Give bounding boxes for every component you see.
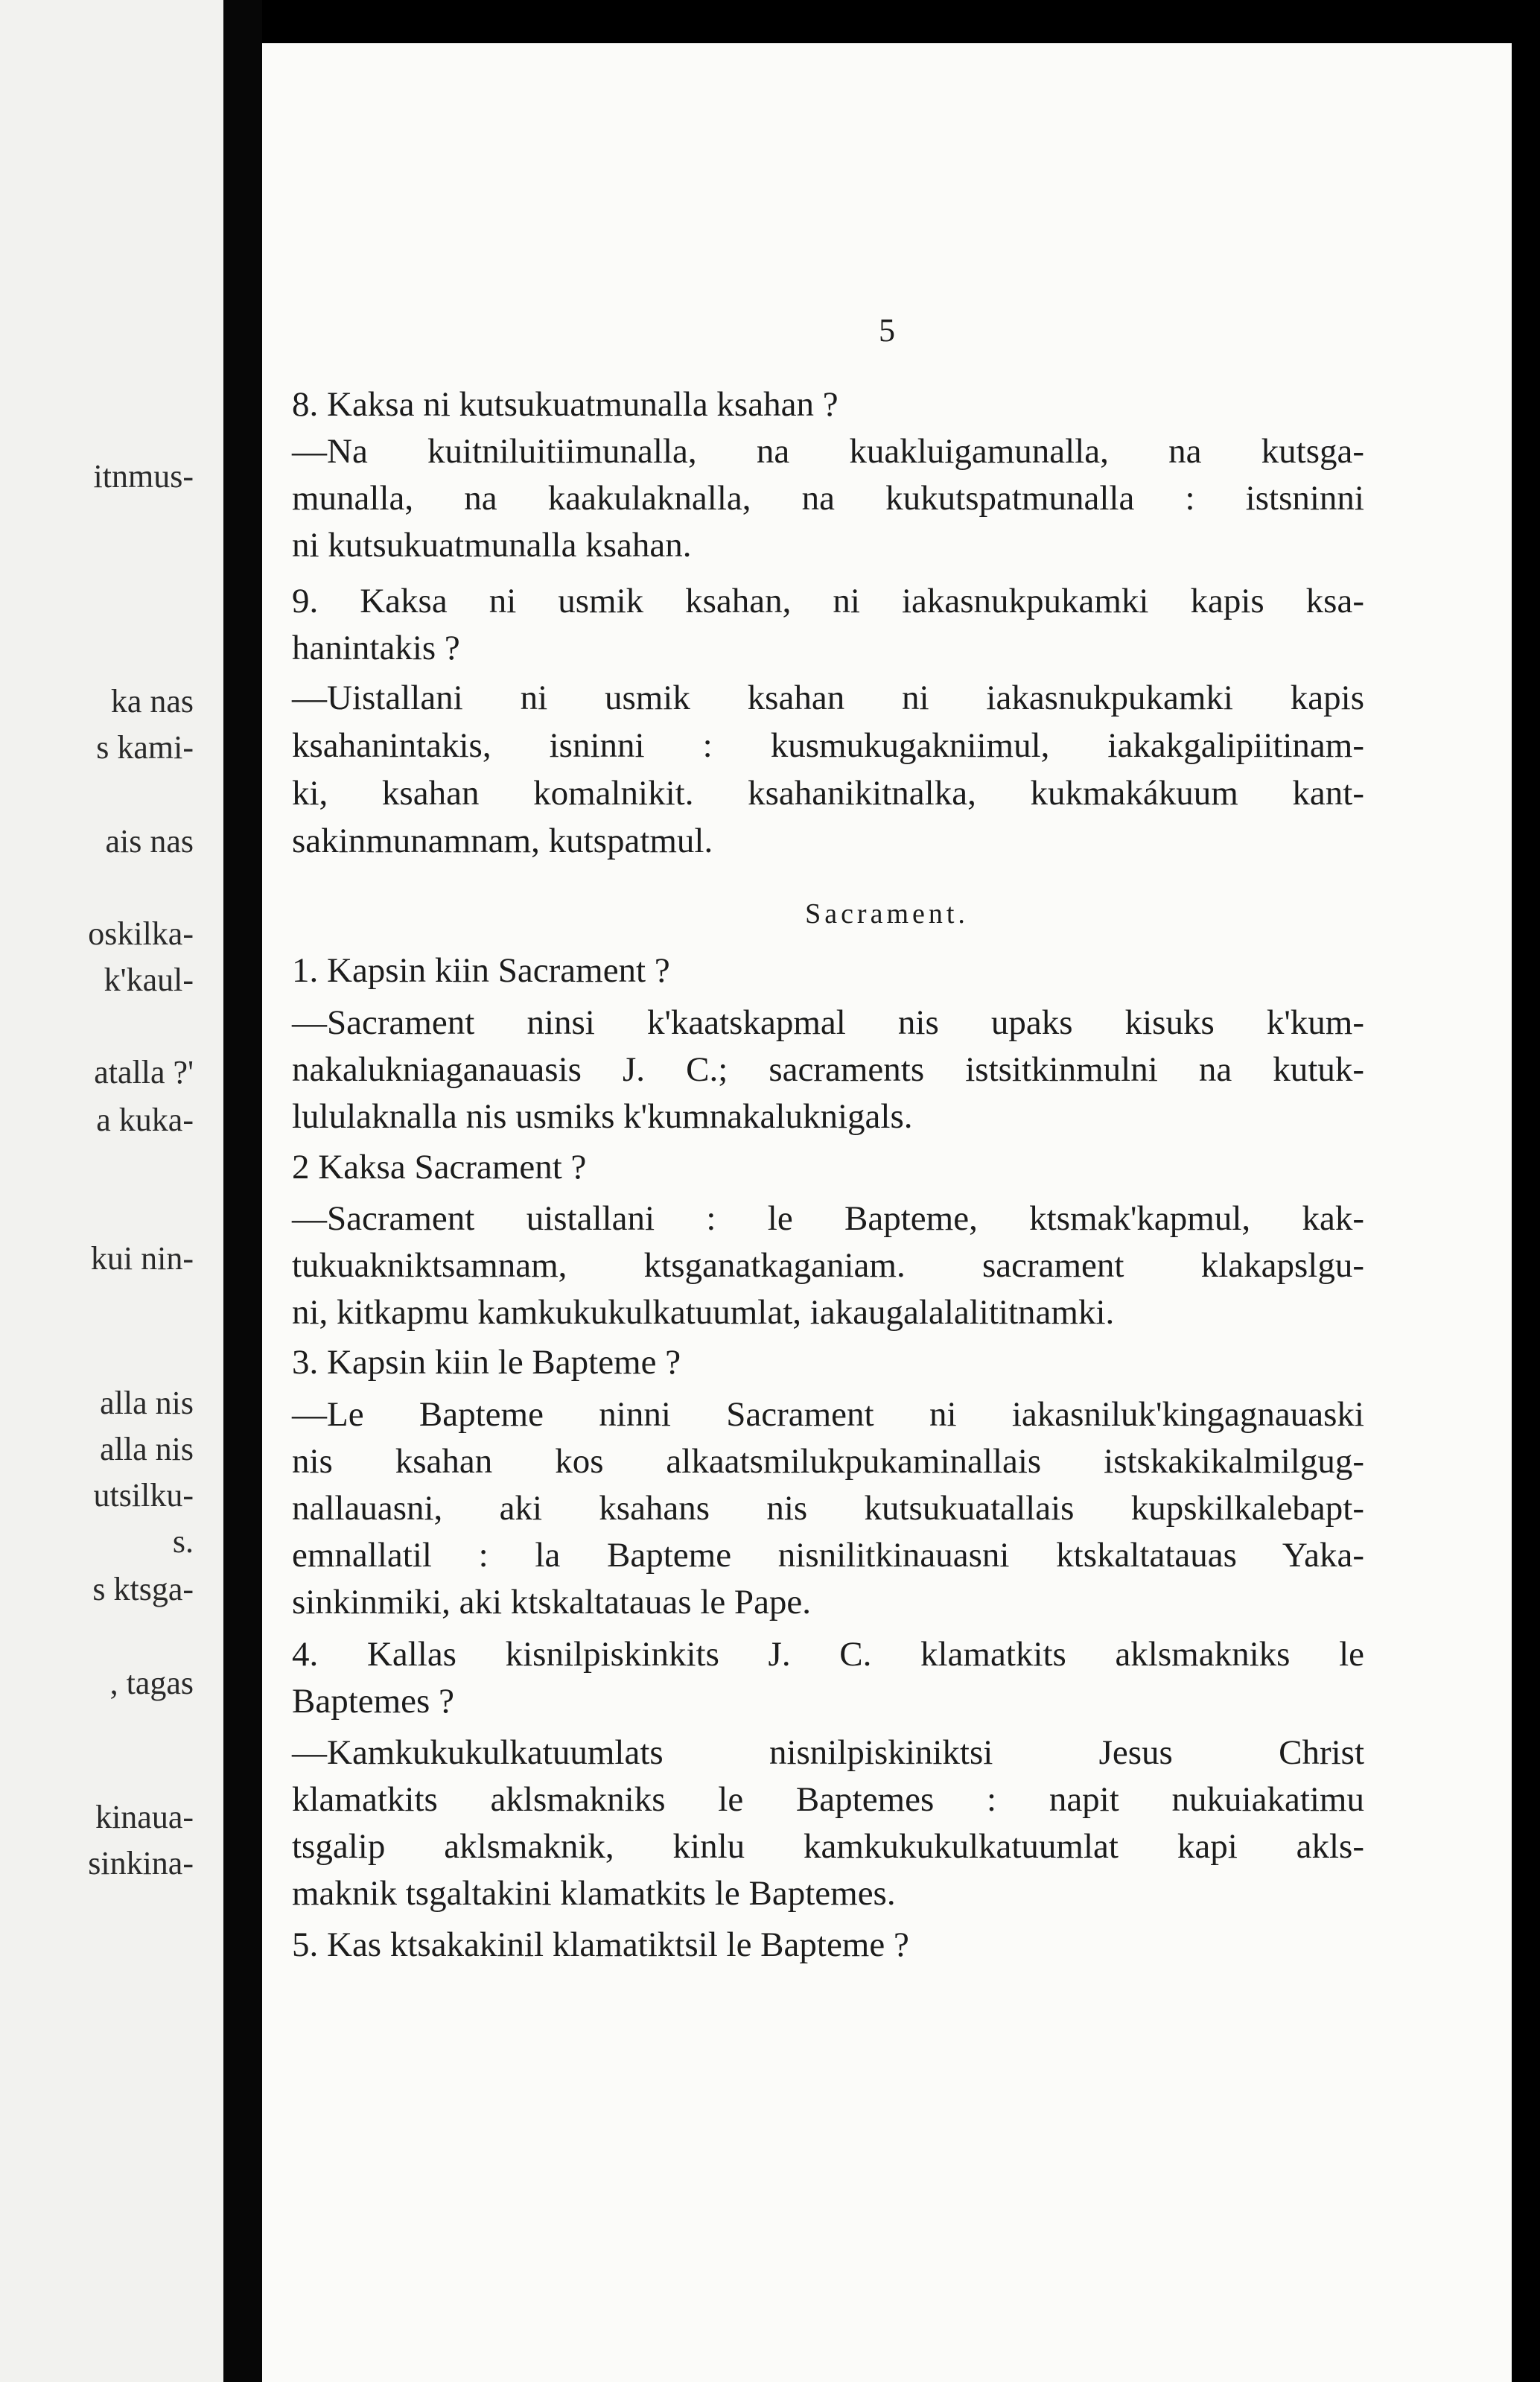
previous-page-fragment: alla nis (100, 1431, 194, 1467)
previous-page-fragment: , tagas (109, 1665, 194, 1701)
previous-page-fragment: s kami- (96, 729, 194, 766)
answer-line: ki, ksahan komalnikit. ksahanikitnalka, kukmakákuum kant- (292, 774, 1364, 813)
answer-line: —Sacrament uistallani : le Bapteme, ktsmak'kapmul, kak- (292, 1199, 1364, 1238)
previous-page-fragment: utsilku- (93, 1477, 194, 1514)
answer-line: —Sacrament ninsi k'kaatskapmal nis upaks kisuks k'kum- (292, 1003, 1364, 1042)
answer-line: emnallatil : la Bapteme nisnilitkinauasni ktskaltatauas Yaka- (292, 1536, 1364, 1575)
question-line: 4. Kallas kisnilpiskinkits J. C. klamatkits aklsmakniks le (292, 1635, 1364, 1674)
page-number: 5 (879, 312, 895, 349)
section-heading: Sacrament. (805, 898, 969, 930)
book-gutter (223, 0, 262, 2382)
question-line: 3. Kapsin kiin le Bapteme ? (292, 1343, 681, 1382)
answer-line: lululaknalla nis usmiks k'kumnakaluknigals. (292, 1097, 913, 1136)
answer-line: ni kutsukuatmunalla ksahan. (292, 526, 692, 565)
answer-line: —Uistallani ni usmik ksahan ni iakasnukpukamki kapis (292, 679, 1364, 717)
previous-page-margin (0, 0, 223, 2382)
question-line: 9. Kaksa ni usmik ksahan, ni iakasnukpukamki kapis ksa- (292, 582, 1364, 620)
question-line: Baptemes ? (292, 1682, 454, 1721)
answer-line: ksahanintakis, isninni : kusmukugakniimul, iakakgalipiitinam- (292, 726, 1364, 765)
answer-line: —Na kuitniluitiimunalla, na kuakluigamunalla, na kutsga- (292, 432, 1364, 471)
question-line: 8. Kaksa ni kutsukuatmunalla ksahan ? (292, 385, 839, 424)
previous-page-fragment: ais nas (105, 823, 194, 860)
previous-page-fragment: alla nis (100, 1385, 194, 1421)
answer-line: tukuakniktsamnam, ktsganatkaganiam. sacrament klakapslgu- (292, 1246, 1364, 1285)
previous-page-fragment: s. (172, 1523, 194, 1560)
question-line: 2 Kaksa Sacrament ? (292, 1148, 587, 1187)
question-line: 1. Kapsin kiin Sacrament ? (292, 951, 670, 990)
book-page (262, 43, 1512, 2382)
answer-line: sinkinmiki, aki ktskaltatauas le Pape. (292, 1583, 812, 1622)
answer-line: —Kamkukukulkatuumlats nisnilpiskiniktsi Jesus Christ (292, 1733, 1364, 1772)
answer-line: ni, kitkapmu kamkukukulkatuumlat, iakaugalalalititnamki. (292, 1293, 1115, 1332)
answer-line: nis ksahan kos alkaatsmilukpukaminallais istskakikalmilgug- (292, 1442, 1364, 1481)
previous-page-fragment: sinkina- (88, 1845, 194, 1881)
question-line: hanintakis ? (292, 629, 460, 667)
answer-line: tsgalip aklsmaknik, kinlu kamkukukulkatuumlat kapi akls- (292, 1827, 1364, 1866)
answer-line: klamatkits aklsmakniks le Baptemes : napit nukuiakatimu (292, 1780, 1364, 1819)
previous-page-fragment: k'kaul- (104, 962, 194, 998)
previous-page-fragment: ka nas (110, 683, 194, 720)
scan-border (1512, 0, 1540, 2382)
previous-page-fragment: kinaua- (95, 1799, 194, 1835)
answer-line: nakalukniaganauasis J. C.; sacraments istsitkinmulni na kutuk- (292, 1050, 1364, 1089)
previous-page-fragment: s ktsga- (92, 1571, 194, 1607)
answer-line: sakinmunamnam, kutspatmul. (292, 822, 713, 860)
answer-line: maknik tsgaltakini klamatkits le Baptemes. (292, 1874, 896, 1913)
answer-line: munalla, na kaakulaknalla, na kukutspatmunalla : istsninni (292, 479, 1364, 518)
previous-page-fragment: oskilka- (88, 915, 194, 952)
previous-page-fragment: atalla ?' (94, 1054, 194, 1090)
answer-line: —Le Bapteme ninni Sacrament ni iakasniluk'kingagnauaski (292, 1395, 1364, 1434)
question-line: 5. Kas ktsakakinil klamatiktsil le Bapteme ? (292, 1925, 909, 1964)
answer-line: nallauasni, aki ksahans nis kutsukuatallais kupskilkalebapt- (292, 1489, 1364, 1528)
previous-page-fragment: kui nin- (90, 1240, 194, 1277)
previous-page-fragment: itnmus- (93, 458, 194, 495)
previous-page-fragment: a kuka- (96, 1102, 194, 1138)
